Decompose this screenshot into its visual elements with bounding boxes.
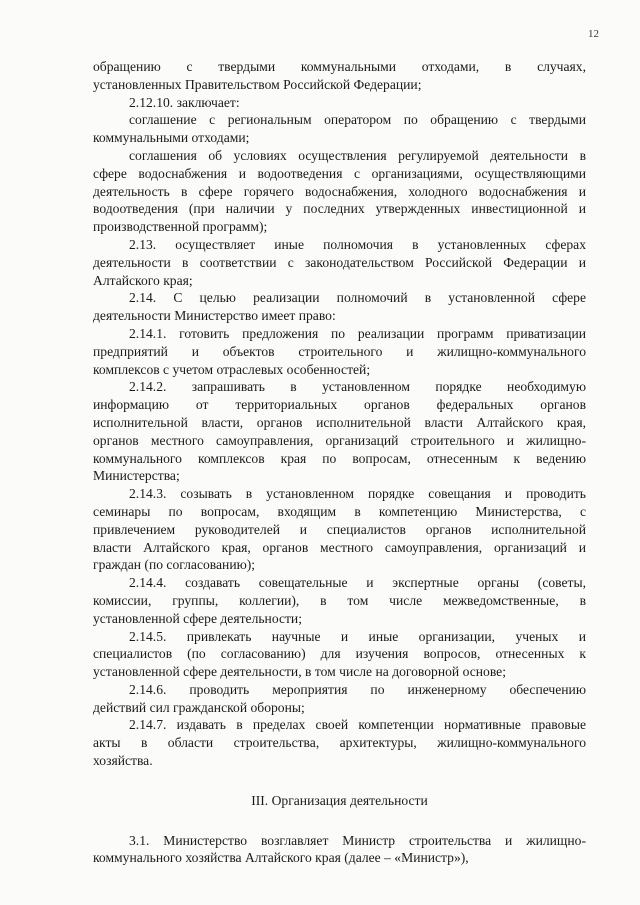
text-line: 2.12.10. заключает:	[129, 94, 240, 110]
paragraph-3-1	[93, 832, 586, 868]
paragraph-p-agreement2	[93, 147, 586, 236]
text-line: деятельности в соответствии с законодательством Российской Федерации и	[93, 254, 586, 270]
text-line: установленной сфере деятельности;	[93, 610, 302, 626]
text-line: установленных Правительством Российской Федерации;	[93, 76, 422, 92]
text-line: информацию от территориальных органов федеральных органов	[93, 397, 586, 413]
text-line: органов местного самоуправления, организаций строительного и жилищно-	[93, 432, 586, 448]
paragraph-p-intro	[93, 58, 586, 94]
text-line: коммунального комплексов края по вопросам, отнесенным к ведению	[93, 450, 586, 466]
text-line: предприятий и объектов строительного и жилищно-коммунального	[93, 343, 586, 359]
paragraph-p-2-14	[93, 289, 586, 325]
text-line: акты в области строительства, архитектуры, жилищно-коммунального	[93, 735, 586, 751]
paragraph-p-2-13	[93, 236, 586, 289]
text-line: действий сил гражданской обороны;	[93, 699, 305, 715]
text-line: деятельность в сфере горячего водоснабжения, холодного водоснабжения и	[93, 183, 586, 199]
section-heading: III. Организация деятельности	[251, 792, 428, 808]
paragraph-p-2-14-5	[93, 628, 586, 681]
text-line: 2.14.2. запрашивать в установленном порядке необходимую	[129, 379, 586, 395]
paragraph-p-2-14-6	[93, 681, 586, 717]
text-line: обращению с твердыми коммунальными отходами, в случаях,	[93, 59, 586, 74]
text-line: власти Алтайского края, органов местного самоуправления, организаций и	[93, 539, 586, 555]
text-line: 2.14.3. созывать в установленном порядке совещания и проводить	[129, 486, 586, 502]
paragraph-p-agreement1	[93, 111, 586, 147]
closing-paragraph	[93, 832, 586, 868]
text-line: соглашение с региональным оператором по обращению с твердыми	[129, 112, 586, 128]
document-body	[93, 58, 586, 867]
text-line: привлечением руководителей и специалистов органов исполнительной	[93, 521, 586, 537]
text-line: Алтайского края;	[93, 272, 193, 288]
text-line: хозяйства.	[93, 753, 153, 769]
paragraph-list	[93, 58, 586, 770]
text-line: 2.14.1. готовить предложения по реализации программ приватизации	[129, 325, 586, 341]
text-line: комиссии, группы, коллегии), в том числе межведомственные, в	[93, 592, 586, 608]
page-number: 12	[588, 28, 599, 40]
text-line: Министерства;	[93, 468, 180, 484]
text-line: 2.14.4. создавать совещательные и экспертные органы (советы,	[129, 575, 586, 591]
paragraph-p-2-14-3	[93, 485, 586, 574]
text-line: сфере водоснабжения и водоотведения с организациями, осуществляющими	[93, 165, 586, 181]
text-line: 2.13. осуществляет иные полномочия в установленных сферах	[129, 236, 586, 252]
text-line: комплексов с учетом отраслевых особенностей;	[93, 361, 371, 377]
text-line: установленной сфере деятельности, в том числе на договорной основе;	[93, 664, 506, 680]
paragraph-p-2-14-7	[93, 716, 586, 769]
text-line: 2.14. С целью реализации полномочий в установленной сфере	[129, 290, 586, 306]
paragraph-p-2-14-1	[93, 325, 586, 378]
paragraph-p-2-12-10	[93, 94, 586, 112]
text-line: специалистов (по согласованию) для изучения вопросов, отнесенных к	[93, 646, 586, 662]
text-line: водоотведения (при наличии у последних утвержденных инвестиционной и	[93, 201, 586, 217]
text-line: граждан (по согласованию);	[93, 557, 256, 573]
text-line: коммунальными отходами;	[93, 130, 250, 146]
text-line: исполнительной власти, органов исполнительной власти Алтайского края,	[93, 414, 586, 430]
paragraph-p-2-14-4	[93, 574, 586, 627]
text-line: производственной программ);	[93, 219, 268, 235]
text-line: 2.14.5. привлекать научные и иные организации, ученых и	[129, 628, 586, 644]
paragraph-p-2-14-2	[93, 378, 586, 485]
text-line: деятельности Министерство имеет право:	[93, 308, 336, 324]
text-line: 2.14.6. проводить мероприятия по инженерному обеспечению	[129, 681, 586, 697]
text-line: 3.1. Министерство возглавляет Министр строительства и жилищно-	[129, 832, 586, 848]
text-line: семинары по вопросам, входящим в компетенцию Министерства, с	[93, 503, 586, 519]
text-line: соглашения об условиях осуществления регулируемой деятельности в	[129, 147, 586, 163]
text-line: 2.14.7. издавать в пределах своей компетенции нормативные правовые	[129, 717, 586, 733]
text-line: коммунального хозяйства Алтайского края (далее – «Министр»),	[93, 850, 469, 866]
